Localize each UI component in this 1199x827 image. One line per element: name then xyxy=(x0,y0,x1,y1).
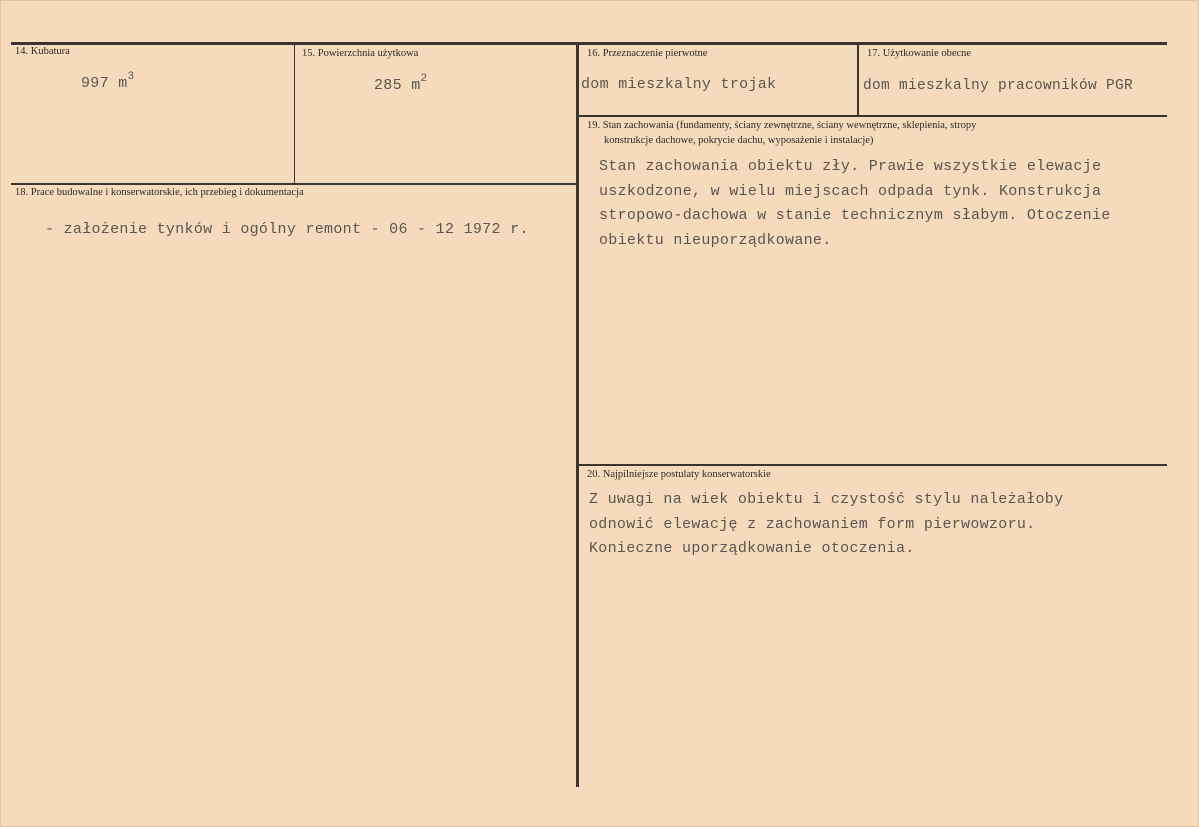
field-14-label: 14. Kubatura xyxy=(15,46,70,57)
field-19-label-line2: konstrukcje dachowe, pokrycie dachu, wyposażenie i instalacje) xyxy=(604,135,874,146)
top-rule xyxy=(11,42,1167,45)
divider-14-15 xyxy=(294,45,295,183)
field-20-label: 20. Najpilniejsze postulaty konserwatorskie xyxy=(587,469,771,480)
rule-above-19 xyxy=(579,115,1167,117)
field-18-value: - założenie tynków i ogólny remont - 06 - 12 1972 r. xyxy=(45,221,529,238)
field-20-line: Z uwagi na wiek obiektu i czystość stylu należałoby xyxy=(589,491,1064,508)
field-17-label: 17. Użytkowanie obecne xyxy=(867,48,972,59)
field-19-label-line1: 19. Stan zachowania (fundamenty, ściany zewnętrzne, ściany wewnętrzne, sklepienia, stropy xyxy=(587,120,977,131)
main-column-divider xyxy=(576,45,579,787)
field-19-line: obiektu nieuporządkowane. xyxy=(599,231,832,249)
divider-16-17 xyxy=(857,45,859,117)
field-14-value: 997 $m^3$ xyxy=(81,71,135,92)
rule-above-20 xyxy=(579,464,1167,466)
field-19-line: Stan zachowania obiektu zły. Prawie wszystkie elewacje xyxy=(599,158,1102,175)
field-19-line: stropowo-dachowa w stanie technicznym słabym. Otoczenie xyxy=(599,207,1111,224)
field-18-label: 18. Prace budowalne i konserwatorskie, ich przebieg i dokumentacja xyxy=(15,187,304,198)
field-20-line: Konieczne uporządkowanie otoczenia. xyxy=(589,540,915,557)
field-17-value: dom mieszkalny pracowników PGR xyxy=(863,78,1134,94)
field-16-label: 16. Przeznaczenie pierwotne xyxy=(587,48,708,59)
field-20-value xyxy=(589,488,1063,562)
field-15-value: 285 $m^2$ xyxy=(374,73,428,94)
field-16-value: dom mieszkalny trojak xyxy=(581,76,777,93)
rule-above-18 xyxy=(11,183,576,185)
field-20-line: odnowić elewację z zachowaniem form pierwowzoru. xyxy=(589,515,1036,533)
field-15-label: 15. Powierzchnia użytkowa xyxy=(302,48,419,59)
field-19-value xyxy=(599,155,1111,253)
field-19-line: uszkodzone, w wielu miejscach odpada tynk. Konstrukcja xyxy=(599,182,1102,200)
